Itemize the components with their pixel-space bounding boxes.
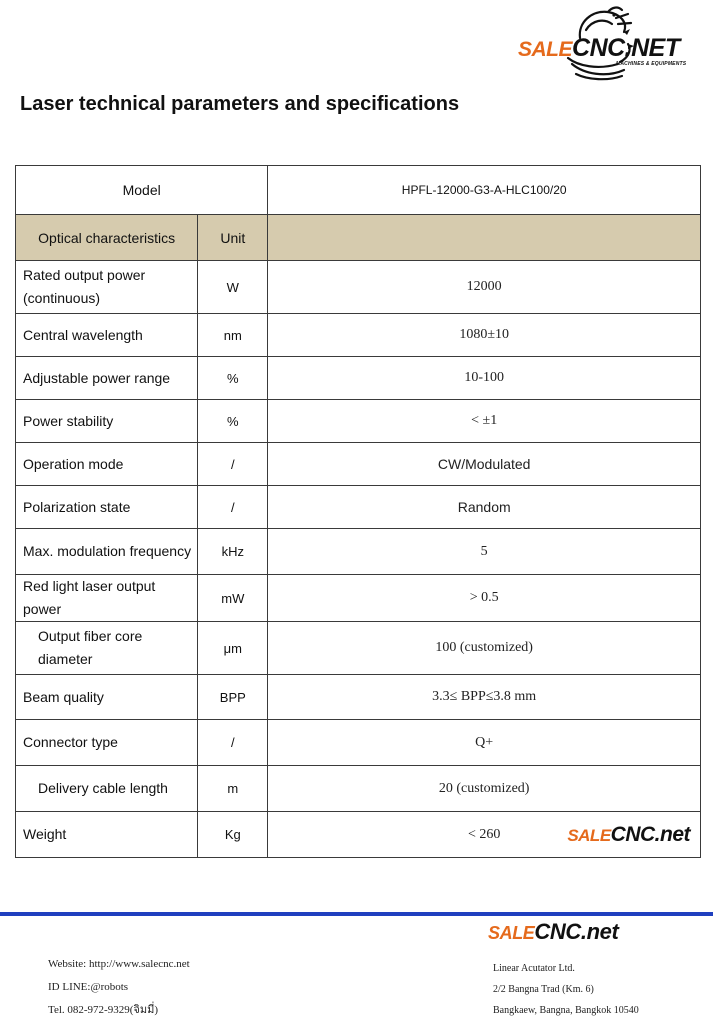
- table-row: [16, 443, 701, 486]
- table-row: [16, 261, 701, 314]
- unit-cell: m: [198, 766, 268, 812]
- value-cell: 12000: [268, 261, 701, 314]
- table-row: [16, 720, 701, 766]
- param-label: Adjustable power range: [16, 357, 198, 400]
- section-label: Optical characteristics: [16, 215, 198, 261]
- value-cell: 20 (customized): [268, 766, 701, 812]
- value-cell: Random: [268, 486, 701, 529]
- value-cell: < ±1: [268, 400, 701, 443]
- param-label: Connector type: [16, 720, 198, 766]
- unit-cell: /: [198, 443, 268, 486]
- unit-cell: %: [198, 357, 268, 400]
- logo-sale-text: SALE: [518, 38, 573, 61]
- footer-logo: [488, 919, 618, 945]
- table-row: [16, 529, 701, 575]
- param-label: Central wavelength: [16, 314, 198, 357]
- param-label: Power stability: [16, 400, 198, 443]
- watermark-sale-text: SALE: [567, 825, 611, 845]
- value-cell: 3.3≤ BPP≤3.8 mm: [268, 675, 701, 720]
- value-cell: > 0.5: [268, 575, 701, 622]
- table-row: [16, 622, 701, 675]
- logo-wordmark: [518, 34, 680, 63]
- param-label: Weight: [16, 812, 198, 858]
- logo-cnc-text: CNC.NET: [572, 34, 680, 62]
- unit-cell: %: [198, 400, 268, 443]
- value-cell: CW/Modulated: [268, 443, 701, 486]
- footer-tel: Tel. 082-972-9329(จิมมี่): [48, 1004, 158, 1016]
- value-cell: Q+: [268, 720, 701, 766]
- unit-cell: kHz: [198, 529, 268, 575]
- table-row: [16, 812, 701, 858]
- value-cell: 1080±10: [268, 314, 701, 357]
- footer-address-line2: Bangkaew, Bangna, Bangkok 10540: [493, 1005, 639, 1016]
- spec-table: [15, 165, 701, 858]
- table-row: [16, 766, 701, 812]
- param-label: Polarization state: [16, 486, 198, 529]
- table-row: [16, 675, 701, 720]
- footer-logo-sale-text: SALE: [488, 923, 535, 943]
- param-label: Beam quality: [16, 675, 198, 720]
- param-label: Max. modulation frequency: [16, 529, 198, 575]
- footer-line-id: ID LINE:@robots: [48, 981, 129, 993]
- model-value: HPFL-12000-G3-A-HLC100/20: [268, 166, 701, 215]
- value-text: < 260: [467, 826, 501, 842]
- table-row: [16, 314, 701, 357]
- watermark-cnc-text: CNC.net: [610, 822, 690, 846]
- unit-cell: /: [198, 486, 268, 529]
- unit-cell: /: [198, 720, 268, 766]
- section-header-row: [16, 215, 701, 261]
- footer-website: Website: http://www.salecnc.net: [48, 958, 190, 970]
- unit-header: Unit: [198, 215, 268, 261]
- model-row: [16, 166, 701, 215]
- unit-cell: W: [198, 261, 268, 314]
- salecnc-logo: [510, 4, 710, 82]
- section-header-blank: [268, 215, 701, 261]
- footer-address: [493, 958, 639, 1021]
- table-row: [16, 357, 701, 400]
- footer-company: Linear Acutator Ltd.: [493, 963, 575, 974]
- param-label: Red light laser output power: [16, 575, 198, 622]
- value-cell: 10-100: [268, 357, 701, 400]
- footer-address-line1: 2/2 Bangna Trad (Km. 6): [493, 984, 594, 995]
- footer-contact: [48, 953, 190, 1022]
- unit-cell: nm: [198, 314, 268, 357]
- unit-cell: mW: [198, 575, 268, 622]
- param-label: Delivery cable length: [16, 766, 198, 812]
- page-title: Laser technical parameters and specifications: [20, 93, 460, 115]
- logo-tagline: MACHINES & EQUIPMENTS: [616, 61, 687, 67]
- value-cell: 5: [268, 529, 701, 575]
- unit-cell: μm: [198, 622, 268, 675]
- value-cell: 100 (customized): [268, 622, 701, 675]
- footer-logo-cnc-text: CNC.net: [534, 919, 619, 944]
- table-row: [16, 575, 701, 622]
- unit-cell: BPP: [198, 675, 268, 720]
- salecnc-watermark: [567, 823, 690, 847]
- param-label: Rated output power (continuous): [16, 261, 198, 314]
- table-row: [16, 400, 701, 443]
- weight-value-cell: [268, 812, 701, 858]
- param-label: Output fiber core diameter: [16, 622, 198, 675]
- table-row: [16, 486, 701, 529]
- model-label: Model: [16, 166, 268, 215]
- unit-cell: Kg: [198, 812, 268, 858]
- param-label: Operation mode: [16, 443, 198, 486]
- footer-divider: [0, 912, 713, 916]
